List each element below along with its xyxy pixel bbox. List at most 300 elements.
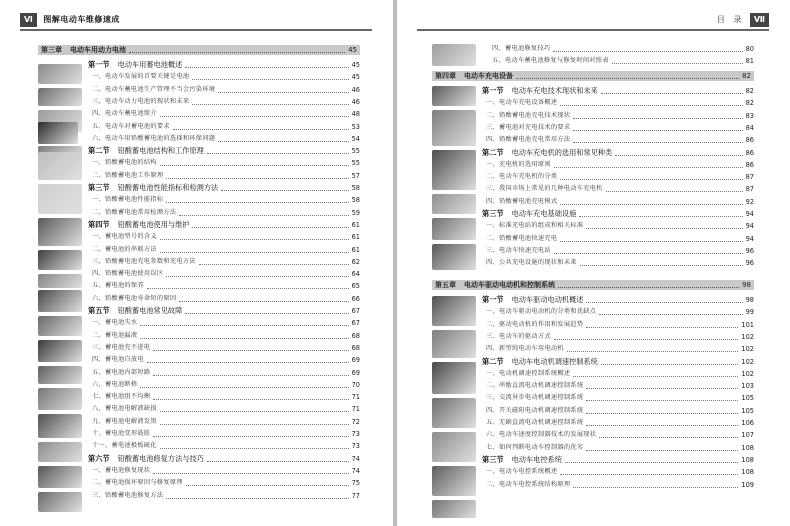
toc-item-row[interactable] [486,393,754,403]
item-title: 二、驱动电动机的作用和发展趋势 [486,320,584,328]
chapter-page: 98 [742,281,751,289]
item-title: 三、铅酸蓄电池充电参数和充电方法 [92,257,196,265]
section-row[interactable] [482,295,754,305]
page-number: 71 [351,405,360,414]
toc-item-row[interactable] [92,208,360,218]
item-title: 一、标准充电站的组成和相关标准 [486,222,584,230]
page-number: 83 [745,111,754,120]
page-number: 107 [741,431,754,440]
page-number: 53 [351,122,360,131]
leader-dots [560,236,742,242]
page-number: 46 [351,97,360,106]
item-title: 三、电动车动力电池的现状和未来 [92,97,190,105]
leader-dots [554,334,739,340]
toc-item-row[interactable] [486,418,754,428]
section-label: 第三节 [88,183,110,192]
item-title: 一、蓄电池型号的含义 [92,233,157,241]
charger-cable-thumb [432,44,476,66]
section-row[interactable] [88,220,360,230]
leader-dots [166,271,348,277]
leader-dots [207,148,349,154]
item-title: 三、蓄电池对充电技术的要求 [486,123,571,131]
item-title: 二、蓄电池损坏原因与修复原理 [92,479,183,487]
leader-dots [160,247,349,253]
book-title: 图解电动车维修速成 [43,15,120,24]
section-row[interactable] [482,357,754,367]
leader-dots [192,99,348,105]
page-number: 69 [351,368,360,377]
leader-dots [580,260,743,266]
item-title: 四、蓄电池修复技巧 [492,45,551,52]
toc-item-row[interactable] [486,430,754,440]
leader-dots [554,248,743,254]
battery-fault-thumb-2 [38,340,82,362]
page-number: 80 [745,45,754,53]
toc-item-row[interactable] [92,343,360,353]
section-title: 电动车用蓄电池概述 [117,60,183,69]
leader-dots [147,283,349,289]
leader-dots [586,223,742,229]
charger-panel-thumb [432,110,476,146]
item-title: 一、电动车发展的首要关键是电池 [92,73,190,81]
battery-paper-thumb [38,152,82,180]
leader-dots [218,136,348,142]
leader-dots [586,297,742,303]
toc-item-row[interactable] [92,122,360,132]
leader-dots [129,47,345,53]
item-title: 五、无刷直流电动机调速控制系统 [486,419,584,426]
battery-repair-thumb-1 [38,414,82,438]
item-title: 二、蓄电池的串联方法 [92,245,157,253]
header-rule [417,29,769,31]
toc-item-row[interactable] [92,171,360,181]
item-title: 四、铅酸蓄电池使用误区 [92,270,164,278]
leader-dots [160,234,349,240]
toc-item-row[interactable] [92,257,360,267]
page-number: 68 [351,331,360,340]
section-row[interactable] [88,183,360,193]
leader-dots [579,211,742,217]
header-rule [20,29,372,31]
leader-dots [560,469,738,475]
leader-dots [573,113,742,119]
section-label: 第三节 [482,454,504,464]
item-title: 四、开关磁阻电动机调速控制系统 [486,406,584,414]
page-number: 99 [745,308,754,317]
toc-item-row[interactable] [92,294,360,304]
leader-dots [186,480,349,486]
item-title: 九、蓄电池电解液发黑 [92,417,157,425]
page-number: 81 [745,57,754,66]
left-page-number: Ⅵ [20,13,37,27]
page-number: 105 [741,406,754,415]
toc-item-row[interactable] [92,97,360,107]
controller-thumb-1 [432,362,476,394]
item-title: 三、交流异步电动机调速控制系统 [486,394,584,402]
leader-dots [586,408,738,414]
leader-dots [185,308,348,314]
item-title: 二、蓄电池漏液 [92,331,138,339]
battery-case-thumb [38,218,82,246]
leader-dots [560,199,742,205]
right-page-number: Ⅶ [750,13,769,27]
leader-dots [554,162,743,168]
toc-item-row[interactable] [92,368,360,378]
section-label: 第二节 [482,147,504,157]
page-number: 55 [351,147,360,156]
section-label: 第一节 [482,86,504,95]
page-number: 74 [351,466,360,475]
page-number: 66 [351,294,360,303]
chapter-heading[interactable] [432,280,754,290]
toc-item-row[interactable] [486,369,754,379]
leader-dots [586,445,738,451]
section-title: 电动车充电机的选用和常见种类 [511,147,613,157]
item-title: 三、铅酸蓄电池修复方法 [92,491,164,499]
page-number: 67 [351,319,360,328]
item-title: 一、蓄电池失水 [92,319,138,327]
item-title: 四、铅酸蓄电池充电常用方法 [486,136,571,144]
battery-charger-thumb [38,250,82,270]
battery-cells-thumb [38,122,78,144]
toc-item-row[interactable] [492,44,754,54]
item-title: 六、蓄电池断格 [92,380,138,388]
item-title: 二、铅酸蓄电池常用检测方法 [92,208,177,216]
toc-item-row[interactable] [486,234,754,244]
motor-thumb-4 [432,500,476,518]
page-number: 82 [745,99,754,108]
leader-dots [173,124,349,130]
chapter-label: 第五章 [435,281,456,289]
section-label: 第五节 [88,306,110,315]
section-title: 铅酸蓄电池结构和工作原理 [117,146,204,156]
page-number: 71 [351,393,360,402]
battery-fault-thumb-1 [38,316,82,336]
leader-dots [166,493,348,499]
page-number: 86 [745,148,754,157]
page-number: 102 [741,345,754,354]
page-number: 61 [351,245,360,254]
page-number: 58 [351,196,360,205]
leader-dots [166,197,348,203]
chapter-heading[interactable] [38,45,360,55]
toc-item-row[interactable] [92,195,360,205]
page-number: 105 [741,394,754,403]
leader-dots [573,137,742,143]
toc-item-row[interactable] [92,318,360,328]
toc-item-row[interactable] [92,380,360,390]
leader-dots [573,371,738,377]
leader-dots [567,346,739,352]
item-title: 四、蓄电池自放电 [92,356,144,364]
toc-item-row[interactable] [92,158,360,168]
item-title: 四、新型纯电动车用电动机 [486,345,564,353]
page-number: 65 [351,282,360,291]
leader-dots [558,282,739,288]
leader-dots [166,173,348,179]
leader-dots [160,443,349,449]
toc-item-row[interactable] [92,72,360,82]
toc-item-row[interactable] [92,269,360,279]
page-number: 73 [351,430,360,438]
toc-item-row[interactable] [486,381,754,391]
item-title: 一、充电机的选用原则 [486,160,551,168]
leader-dots [586,322,738,328]
section-label: 第四节 [88,219,110,229]
page-number: 96 [745,259,754,268]
motor-thumb-3 [432,432,476,462]
toc-item-row[interactable] [486,320,754,330]
toc-item-row[interactable] [492,56,754,66]
page-number: 48 [351,110,360,119]
item-title: 三、我国市场上常见的几种电动车充电机 [486,185,603,193]
leader-dots [160,160,349,166]
toc-item-row[interactable] [92,392,360,402]
toc-item-row[interactable] [486,443,754,453]
toc-item-row[interactable] [92,85,360,95]
page-number: 57 [351,171,360,180]
leader-dots [573,482,738,488]
item-title: 四、铅酸蓄电池充电模式 [486,197,558,205]
leader-dots [179,296,348,302]
section-title: 电动车充电基础设施 [511,209,577,218]
leader-dots [586,395,738,401]
page-number: 98 [745,296,754,304]
battery-group-thumb [38,290,82,312]
section-row[interactable] [482,86,754,96]
leader-dots [516,73,739,79]
toc-item-row[interactable] [486,197,754,207]
leader-dots [599,432,738,438]
item-title: 一、电动机调速控制系统概述 [486,369,571,377]
section-title: 铅酸蓄电池使用与维护 [117,219,190,229]
page-number: 64 [351,270,360,279]
page-number: 86 [745,136,754,145]
toc-item-row[interactable] [92,491,360,501]
page-number: 55 [351,159,360,168]
section-label: 第三节 [482,209,504,218]
toc-item-row[interactable] [92,331,360,341]
left-running-head [20,13,372,27]
page-number: 94 [745,222,754,231]
page-number: 82 [745,87,754,95]
item-title: 四、公共充电设施的现状和未来 [486,259,577,267]
toc-item-row[interactable] [92,404,360,414]
section-title: 铅酸蓄电池修复方法与技巧 [117,453,204,463]
leader-dots [599,309,742,315]
page-number: 68 [351,343,360,352]
leader-dots [160,419,349,425]
chapter-title: 电动车驱动电动机和控制系统 [464,281,555,289]
section-title: 铅酸蓄电池性能指标和检测方法 [117,183,219,192]
page-number: 75 [351,479,360,488]
page-number: 86 [745,160,754,169]
toc-item-row[interactable] [92,355,360,365]
toc-item-row[interactable] [486,98,754,108]
item-title: 二、电动车电控系统结构原理 [486,480,571,488]
section-row[interactable] [88,454,360,464]
toc-item-row[interactable] [486,184,754,194]
section-label: 第二节 [482,356,504,366]
leader-dots [601,359,739,365]
battery-fault-thumb-3 [38,366,82,384]
toc-item-row[interactable] [486,160,754,170]
toc-item-row[interactable] [486,135,754,145]
item-title: 四、电动车蓄电池简介 [92,110,157,118]
page-number: 59 [351,208,360,217]
item-title: 一、蓄电池修复现状 [92,466,151,474]
leader-dots [153,345,348,351]
item-title: 一、电动车充电设备概述 [486,99,558,107]
item-title: 二、铅酸蓄电池工作原理 [92,171,164,179]
item-title: 一、铅酸蓄电池的结构 [92,159,157,167]
page-number: 69 [351,356,360,365]
page-number: 108 [741,455,754,464]
page-number: 74 [351,454,360,463]
toc-item-row[interactable] [92,478,360,488]
page-number: 108 [741,443,754,452]
leader-dots [586,420,738,426]
toc-item-row[interactable] [92,232,360,242]
page-number: 109 [741,480,754,489]
right-page [397,0,790,526]
toc-item-row[interactable] [486,332,754,342]
battery-fault-thumb-4 [38,388,82,410]
toc-item-row[interactable] [92,281,360,291]
charger-board-thumb [432,194,476,214]
page-number: 102 [741,369,754,378]
toc-item-row[interactable] [92,134,360,144]
toc-item-row[interactable] [486,480,754,490]
page-number: 106 [741,419,754,427]
item-title: 七、如何判断电动车控制器的优劣 [486,443,584,451]
section-row[interactable] [88,306,360,316]
motor-thumb-1 [432,296,476,326]
page-number: 45 [351,61,360,69]
leader-dots [140,320,348,326]
chapter-label: 第四章 [435,72,456,80]
item-title: 五、电动车蓄电池修复与修复时间对照表 [492,57,609,65]
charger-box-thumb-1 [432,86,476,106]
leader-dots [192,74,348,80]
leader-dots [199,259,349,265]
toc-item-row[interactable] [92,466,360,476]
item-title: 三、电动车快速充电站 [486,246,551,254]
page-number: 84 [745,123,754,132]
toc-item-row[interactable] [92,245,360,255]
toc-item-row[interactable] [486,406,754,416]
item-title: 三、电动车的驱动方式 [486,332,551,340]
page-number: 61 [351,233,360,242]
item-title: 一、电动车驱动电动机的分类和优缺点 [486,308,597,316]
leader-dots [221,185,348,191]
section-row[interactable] [88,60,360,70]
battery-thumb-2 [38,88,82,106]
page-number: 77 [351,491,360,500]
page-number: 94 [745,234,754,243]
chapter-page: 82 [742,72,751,80]
toc-item-row[interactable] [92,429,360,439]
item-title: 一、铅酸蓄电池性能指标 [92,196,164,204]
page-number: 102 [741,357,754,366]
motor-thumb-2 [432,330,476,358]
page-number: 103 [741,382,754,391]
toc-item-row[interactable] [486,123,754,133]
item-title: 八、蓄电池电解液缺损 [92,405,157,413]
page-number: 102 [741,332,754,341]
controller-thumb-2 [432,398,476,428]
chapter-title: 电动车充电设备 [464,72,513,80]
toc-item-row[interactable] [92,417,360,427]
item-title: 三、蓄电池充不进电 [92,343,151,351]
page-number: 96 [745,246,754,255]
charging-pile-thumb [432,244,476,270]
toc-item-row[interactable] [486,467,754,477]
leader-dots [160,111,349,117]
section-row[interactable] [482,209,754,219]
toc-item-row[interactable] [92,441,360,451]
item-title: 二、电动车充电机的分类 [486,173,558,181]
toc-item-row[interactable] [486,221,754,231]
section-row[interactable] [88,146,360,156]
running-title: 目 录 [716,15,745,24]
page-number: 94 [745,210,754,218]
battery-thumb-1 [38,64,82,84]
item-title: 十、蓄电池变形鼓胀 [92,430,151,437]
repair-tool-thumb [38,492,82,512]
leader-dots [160,406,349,412]
leader-dots [565,457,739,463]
leader-dots [560,100,742,106]
item-title: 二、铅酸蓄电池充电技术现状 [486,111,571,119]
leader-dots [553,46,742,52]
chapter-heading[interactable] [432,71,754,81]
section-title: 铅酸蓄电池常见故障 [117,306,183,315]
item-title: 十一、蓄电池极板硫化 [92,442,157,450]
page-number: 101 [741,320,754,329]
section-title: 电动车电控系统 [511,454,562,464]
leader-dots [612,58,743,64]
page-number: 73 [351,442,360,451]
page-number: 70 [351,380,360,389]
toc-item-row[interactable] [486,111,754,121]
page-number: 67 [351,307,360,315]
page-number: 54 [351,134,360,143]
section-row[interactable] [482,455,754,465]
page-number: 92 [745,197,754,206]
toc-item-row[interactable] [486,344,754,354]
toc-item-row[interactable] [486,246,754,256]
item-title: 二、铅酸蓄电池快速充电 [486,234,558,242]
toc-item-row[interactable] [92,109,360,119]
page-number: 46 [351,85,360,94]
page-number: 62 [351,257,360,266]
chapter-title: 电动车用动力电池 [70,46,126,54]
toc-item-row[interactable] [486,307,754,317]
leader-dots [218,87,348,93]
item-title: 五、蓄电池的保养 [92,282,144,290]
right-running-head [417,13,769,27]
battery-cell-thumb [38,274,82,288]
page-number: 108 [741,468,754,477]
toc-item-row[interactable] [486,172,754,182]
toc-item-row[interactable] [486,258,754,268]
chapter-label: 第三章 [41,46,62,54]
item-title: 六、铅酸蓄电池寿命短的原因 [92,294,177,302]
battery-repair-thumb-2 [38,442,82,462]
section-row[interactable] [482,148,754,158]
leader-dots [140,333,348,339]
